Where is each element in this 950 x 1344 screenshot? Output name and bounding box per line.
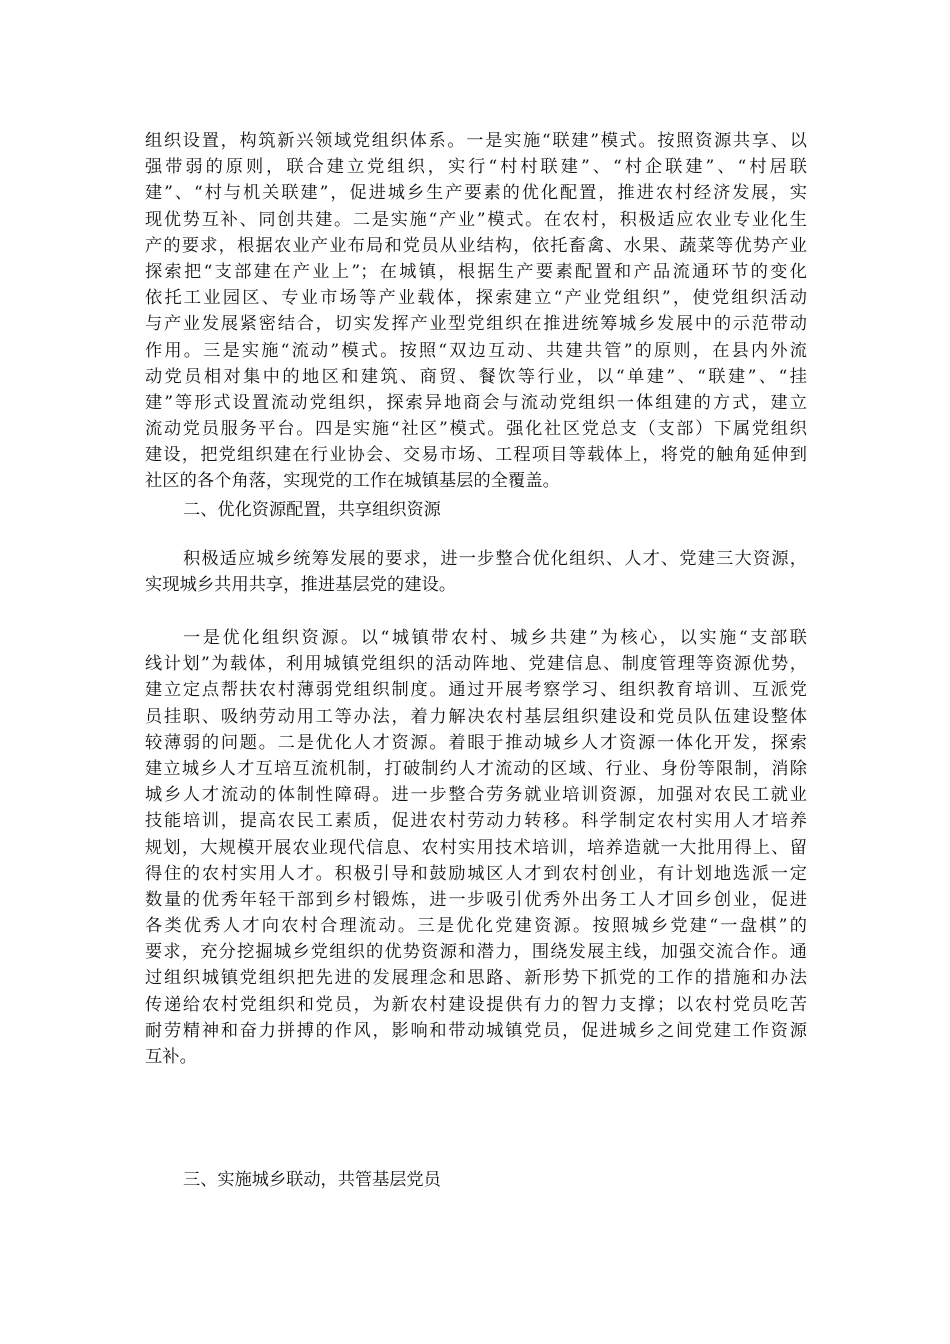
text-line: 互补。 — [145, 1047, 197, 1067]
text-line: 建”等形式设置流动党组织，探索异地商会与流动党组织一体组建的方式，建立 — [145, 392, 807, 413]
text-line: 建立定点帮扶农村薄弱党组织制度。通过开展考察学习、组织教育培训、互派党 — [145, 680, 807, 701]
text-line: 得住的农村实用人才。积极引导和鼓励城区人才到农村创业，有计划地选派一定 — [145, 863, 807, 884]
text-line: 流动党员服务平台。四是实施“社区”模式。强化社区党总支（支部）下属党组织 — [145, 419, 807, 440]
text-line: 较薄弱的问题。二是优化人才资源。着眼于推动城乡人才资源一体化开发，探索 — [145, 732, 807, 753]
text-line: 现优势互补、同创共建。二是实施“产业”模式。在农村，积极适应农业专业化生 — [145, 209, 807, 230]
text-line: 建”、“村与机关联建”，促进城乡生产要素的优化配置，推进农村经济发展，实 — [145, 183, 807, 204]
text-line: 实现城乡共用共享，推进基层党的建设。 — [145, 575, 457, 596]
text-line: 动党员相对集中的地区和建筑、商贸、餐饮等行业，以“单建”、“联建”、“挂 — [145, 366, 807, 387]
text-line: 与产业发展紧密结合，切实发挥产业型党组织在推进统筹城乡发展中的示范带动 — [145, 314, 807, 335]
section-heading-3: 三、实施城乡联动，共管基层党员 — [183, 1170, 441, 1190]
paragraph-resource-details — [145, 625, 807, 1070]
text-line: 线计划”为载体，利用城镇党组织的活动阵地、党建信息、制度管理等资源优势， — [145, 654, 807, 675]
text-line: 员挂职、吸纳劳动用工等办法，着力解决农村基层组织建设和党员队伍建设整体 — [145, 706, 807, 727]
text-line: 社区的各个角落，实现党的工作在城镇基层的全覆盖。 — [145, 471, 560, 492]
text-line: 过组织城镇党组织把先进的发展理念和思路、新形势下抓党的工作的措施和办法 — [145, 968, 807, 989]
text-line: 建设，把党组织建在行业协会、交易市场、工程项目等载体上，将党的触角延伸到 — [145, 445, 807, 466]
text-line: 耐劳精神和奋力拼搏的作风，影响和带动城镇党员，促进城乡之间党建工作资源 — [145, 1020, 807, 1041]
text-line: 规划，大规模开展农业现代信息、农村实用技术培训，培养造就一大批用得上、留 — [145, 837, 807, 858]
text-line: 强带弱的原则，联合建立党组织，实行“村村联建”、“村企联建”、“村居联 — [145, 157, 807, 178]
text-line: 城乡人才流动的体制性障碍。进一步整合劳务就业培训资源，加强对农民工就业 — [145, 785, 807, 806]
text-line: 依托工业园区、专业市场等产业载体，探索建立“产业党组织”，使党组织活动 — [145, 288, 807, 309]
text-line: 数量的优秀年轻干部到乡村锻炼，进一步吸引优秀外出务工人才回乡创业，促进 — [145, 889, 807, 910]
paragraph-resource-intro — [145, 546, 807, 598]
text-line: 传递给农村党组织和党员，为新农村建设提供有力的智力支撑；以农村党员吃苦 — [145, 994, 807, 1015]
text-line: 一是优化组织资源。以“城镇带农村、城乡共建”为核心，以实施“支部联 — [183, 628, 807, 648]
text-line: 产的要求，根据农业产业布局和党员从业结构，依托畜禽、水果、蔬菜等优势产业 — [145, 235, 807, 256]
text-line: 探索把“支部建在产业上”；在城镇，根据生产要素配置和产品流通环节的变化 — [145, 261, 807, 282]
text-line: 技能培训，提高农民工素质，促进农村劳动力转移。科学制定农村实用人才培养 — [145, 811, 807, 832]
text-line: 建立城乡人才互培互流机制，打破制约人才流动的区域、行业、身份等限制，消除 — [145, 758, 807, 779]
text-line: 要求，充分挖掘城乡党组织的优势资源和潜力，围绕发展主线，加强交流合作。通 — [145, 942, 807, 963]
text-line: 组织设置，构筑新兴领域党组织体系。一是实施“联建”模式。按照资源共享、以 — [145, 131, 807, 151]
paragraph-organization-models — [145, 128, 807, 495]
text-line: 作用。三是实施“流动”模式。按照“双边互动、共建共管”的原则，在县内外流 — [145, 340, 807, 361]
text-line: 积极适应城乡统筹发展的要求，进一步整合优化组织、人才、党建三大资源， — [183, 549, 807, 569]
section-heading-2: 二、优化资源配置，共享组织资源 — [183, 500, 441, 520]
text-line: 各类优秀人才向农村合理流动。三是优化党建资源。按照城乡党建“一盘棋”的 — [145, 916, 807, 937]
